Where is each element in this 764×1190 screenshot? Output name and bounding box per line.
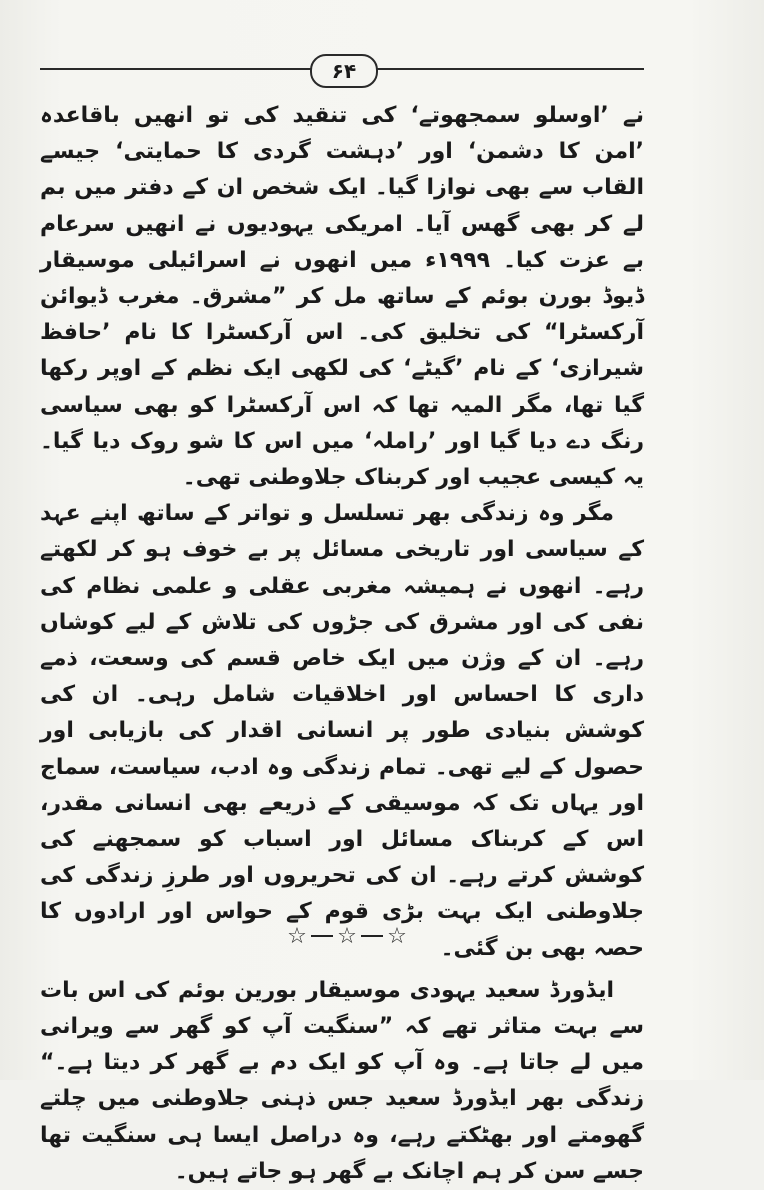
paragraph-3: ایڈورڈ سعید یہودی موسیقار بورین بوئم کی اس بات سے بہت متاثر تھے کہ ”سنگیت آپ کو گھر سے ویرانی میں لے جاتا ہے۔ وہ آپ کو ایک دم بے گھر کر دیتا ہے۔“ زندگی بھر ایڈورڈ سعید جس ذہنی جلاوطنی میں چلتے گھومتے اور بھٹکتے رہے، وہ دراصل ایسا ہی سنگیت تھا جسے سن کر ہم اچانک بے گھر ہو جاتے ہیں۔ (40, 977, 644, 1184)
star-icon: ☆ (387, 923, 407, 949)
body-text (40, 98, 644, 1190)
paragraph-1: نے ’اوسلو سمجھوتے‘ کی تنقید کی تو انھیں باقاعدہ ’امن کا دشمن‘ اور ’دہشت گردی کا حمایتی‘ جیسے القاب سے بھی نوازا گیا۔ ایک شخص ان کے دفتر میں بم لے کر بھی گھس آیا۔ امریکی یہودیوں نے انھیں سرعام بے عزت کیا۔ ۱۹۹۹ء میں انھوں نے اسرائیلی موسیقار ڈیوڈ بورن بوئم کے ساتھ مل کر ”مشرق۔ مغرب ڈیوائن آرکسٹرا“ کی تخلیق کی۔ اس آرکسٹرا کا نام ’حافظ شیرازی‘ کے نام ’گیٹے‘ کی لکھی ایک نظم کے اوپر رکھا گیا تھا، مگر المیہ تھا کہ اس آرکسٹرا کو بھی سیاسی رنگ دے دیا گیا اور ’راملہ‘ میں اس کا شو روک دیا گیا۔ یہ کیسی عجیب اور کربناک جلاوطنی تھی۔ (40, 103, 644, 491)
section-end-ornament (282, 922, 412, 950)
star-icon: ☆ (337, 923, 357, 949)
paragraph-2: مگر وہ زندگی بھر تسلسل و تواتر کے ساتھ اپنے عہد کے سیاسی اور تاریخی مسائل پر بے خوف ہو کر لکھتے رہے۔ انھوں نے ہمیشہ مغربی عقلی و علمی نظام کی نفی کی اور مشرق کی جڑوں کی تلاش کے لیے کوشاں رہے۔ ان کے وژن میں ایک خاص قسم کی وسعت، ذمے داری کا احساس اور اخلاقیات شامل رہی۔ ان کی کوشش بنیادی طور پر انسانی اقدار کی بازیابی اور حصول کے لیے تھی۔ تمام زندگی وہ ادب، سیاست، سماج اور یہاں تک کہ موسیقی کے ذریعے بھی انسانی مقدر، اس کے کربناک مسائل اور اسباب کو سمجھنے کی کوشش کرتے رہے۔ ان کی تحریروں اور طرزِ زندگی کی جلاوطنی ایک بہت بڑی قوم کے حواس اور ارادوں کا حصہ بھی بن گئی۔ (40, 501, 644, 961)
ornament-dash (311, 935, 333, 937)
page-header (40, 48, 644, 98)
page-number (310, 54, 378, 88)
ornament-dash (361, 935, 383, 937)
star-icon: ☆ (287, 923, 307, 949)
page-number-text: ۶۴ (331, 59, 357, 83)
